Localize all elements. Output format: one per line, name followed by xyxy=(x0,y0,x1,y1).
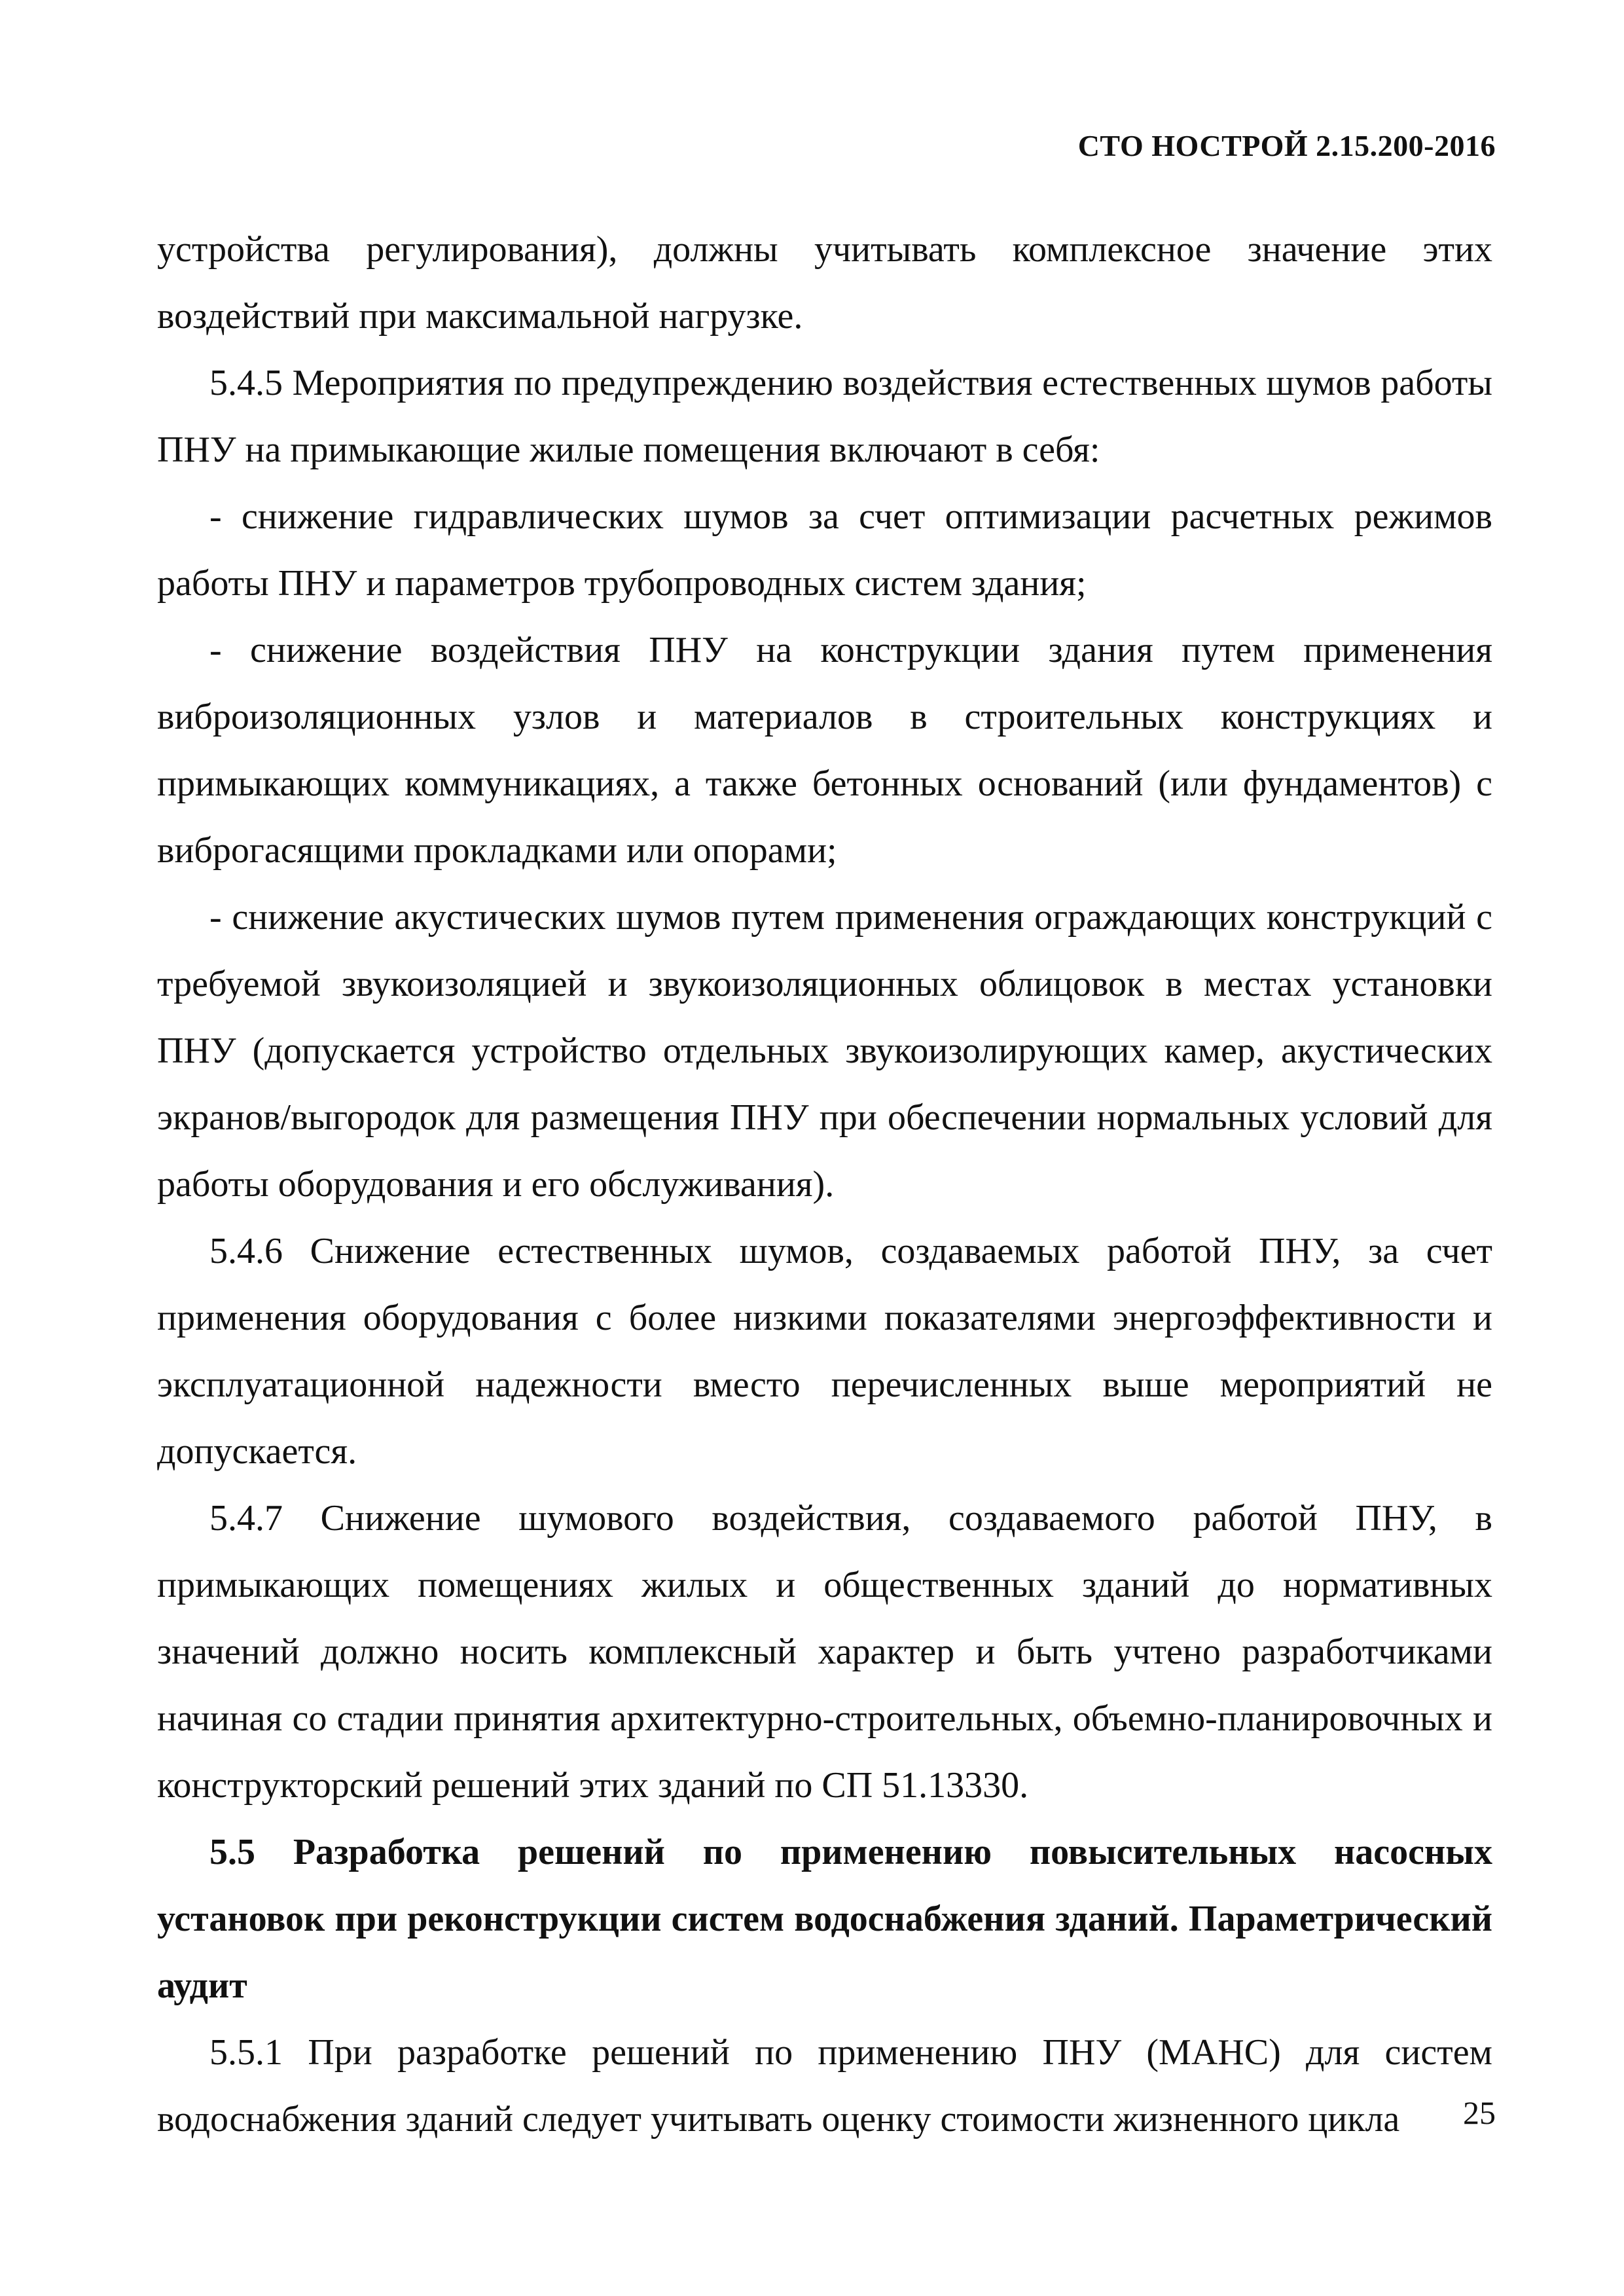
section-heading-5-5: 5.5 Разработка решений по применению повысительных насосных установок при реконструкции систем водоснабжения зданий. Параметрический аудит xyxy=(157,1832,1492,2006)
list-item-acoustic-noise: - снижение акустических шумов путем применения ограждающих конструкций с требуемой звукоизоляцией и звукоизоляционных облицовок в местах установки ПНУ (допускается устройство отдельных звукоизолирующих камер, акустических экранов/выгородок для размещения ПНУ при обеспечении нормальных условий для работы оборудования и его обслуживания). xyxy=(157,897,1492,1205)
paragraph-5-4-6: 5.4.6 Снижение естественных шумов, создаваемых работой ПНУ, за счет применения оборудования с более низкими показателями энергоэффективности и эксплуатационной надежности вместо перечисленных выше мероприятий не допускается. xyxy=(157,1231,1492,1472)
document-body xyxy=(157,216,1492,2153)
paragraph-continuation: устройства регулирования), должны учитывать комплексное значение этих воздействий при максимальной нагрузке. xyxy=(157,229,1492,337)
paragraph-5-4-5: 5.4.5 Мероприятия по предупреждению воздействия естественных шумов работы ПНУ на примыкающие жилые помещения включают в себя: xyxy=(157,363,1492,470)
list-item-hydraulic-noise: - снижение гидравлических шумов за счет оптимизации расчетных режимов работы ПНУ и параметров трубопроводных систем здания; xyxy=(157,496,1492,604)
document-code-header: СТО НОСТРОЙ 2.15.200-2016 xyxy=(1077,129,1496,162)
paragraph-5-5-1: 5.5.1 При разработке решений по применению ПНУ (МАНС) для систем водоснабжения зданий следует учитывать оценку стоимости жизненного цикла xyxy=(157,2032,1492,2140)
page-number: 25 xyxy=(1463,2094,1496,2131)
list-item-vibration-isolation: - снижение воздействия ПНУ на конструкции здания путем применения виброизоляционных узлов и материалов в строительных конструкциях и примыкающих коммуникациях, а также бетонных оснований (или фундаментов) с виброгасящими прокладками или опорами; xyxy=(157,630,1492,871)
paragraph-5-4-7: 5.4.7 Снижение шумового воздействия, создаваемого работой ПНУ, в примыкающих помещениях жилых и общественных зданий до нормативных значений должно носить комплексный характер и быть учтено разработчиками начиная со стадии принятия архитектурно-строительных, объемно-планировочных и конструкторский решений этих зданий по СП 51.13330. xyxy=(157,1498,1492,1806)
